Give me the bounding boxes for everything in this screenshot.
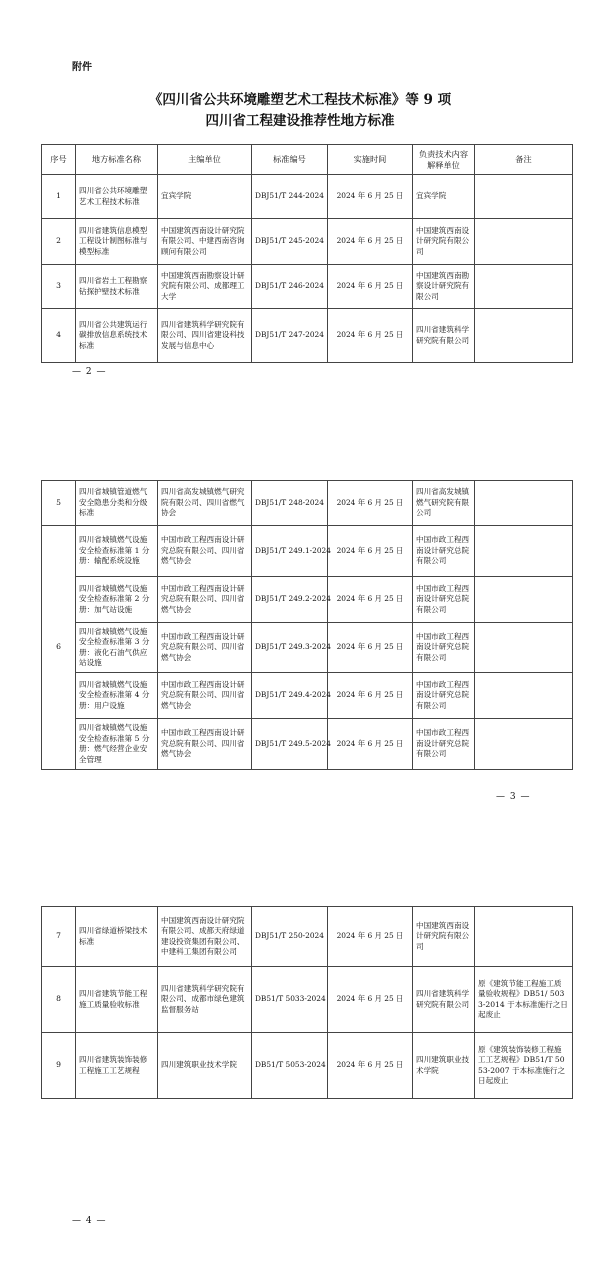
- cell-unit: 中国市政工程西南设计研究总院有限公司: [413, 623, 475, 673]
- cell-name: 四川省城镇燃气设施安全检查标准第 5 分册：燃气经营企业安全管理: [76, 719, 158, 770]
- cell-unit: 宜宾学院: [413, 175, 475, 219]
- cell-unit: 中国市政工程西南设计研究总院有限公司: [413, 719, 475, 770]
- header-unit: 负责技术内容解释单位: [413, 145, 475, 175]
- cell-date: 2024 年 6 月 25 日: [328, 673, 413, 719]
- cell-date: 2024 年 6 月 25 日: [328, 577, 413, 623]
- page-number-3: — 3 —: [496, 792, 531, 802]
- header-name: 地方标准名称: [76, 145, 158, 175]
- table-row: [42, 577, 573, 623]
- table-row: [42, 219, 573, 265]
- cell-code: DBJ51/T 249.1-2024: [252, 526, 328, 577]
- cell-editor: 中国市政工程西南设计研究总院有限公司、四川省燃气协会: [158, 577, 252, 623]
- cell-name: 四川省城镇燃气设施安全检查标准第 3 分册：液化石油气供应站设施: [76, 623, 158, 673]
- cell-code: DBJ51/T 249.3-2024: [252, 623, 328, 673]
- cell-remark: [475, 265, 573, 309]
- cell-name: 四川省岩土工程勘察钻探护壁技术标准: [76, 265, 158, 309]
- cell-date: 2024 年 6 月 25 日: [328, 175, 413, 219]
- header-date: 实施时间: [328, 145, 413, 175]
- cell-remark: [475, 673, 573, 719]
- cell-remark: [475, 481, 573, 526]
- cell-name: 四川省绿道桥梁技术标准: [76, 907, 158, 967]
- cell-no: 1: [42, 175, 76, 219]
- cell-code: DBJ51/T 246-2024: [252, 265, 328, 309]
- cell-editor: 中国建筑西南勘察设计研究院有限公司、成都理工大学: [158, 265, 252, 309]
- cell-no: 5: [42, 481, 76, 526]
- header-editor: 主编单位: [158, 145, 252, 175]
- page-number-4: — 4 —: [72, 1216, 107, 1226]
- cell-unit: 中国建筑西南设计研究院有限公司: [413, 907, 475, 967]
- cell-name: 四川省城镇管道燃气安全隐患分类和分级标准: [76, 481, 158, 526]
- cell-remark: 原《建筑节能工程施工质量验收规程》DB51/ 5033-2014 于本标准施行之日起废止: [475, 967, 573, 1033]
- cell-editor: 四川省高发城镇燃气研究院有限公司、四川省燃气协会: [158, 481, 252, 526]
- cell-date: 2024 年 6 月 25 日: [328, 719, 413, 770]
- cell-remark: [475, 907, 573, 967]
- table-row: [42, 673, 573, 719]
- cell-date: 2024 年 6 月 25 日: [328, 526, 413, 577]
- cell-code: DBJ51/T 249.2-2024: [252, 577, 328, 623]
- cell-remark: [475, 577, 573, 623]
- table-row: [42, 1033, 573, 1099]
- table-row: [42, 719, 573, 770]
- cell-editor: 中国市政工程西南设计研究总院有限公司、四川省燃气协会: [158, 673, 252, 719]
- cell-editor: 四川建筑职业技术学院: [158, 1033, 252, 1099]
- cell-no: 7: [42, 907, 76, 967]
- cell-editor: 宜宾学院: [158, 175, 252, 219]
- cell-unit: 四川省建筑科学研究院有限公司: [413, 309, 475, 363]
- table-row: [42, 967, 573, 1033]
- cell-remark: [475, 309, 573, 363]
- cell-editor: 中国建筑西南设计研究院有限公司、中建西南咨询顾问有限公司: [158, 219, 252, 265]
- page-number-2: — 2 —: [72, 367, 107, 377]
- attachment-label: 附件: [72, 62, 92, 73]
- cell-name: 四川省建筑节能工程施工质量验收标准: [76, 967, 158, 1033]
- cell-editor: 中国市政工程西南设计研究总院有限公司、四川省燃气协会: [158, 526, 252, 577]
- cell-editor: 四川省建筑科学研究院有限公司、成都市绿色建筑监督服务站: [158, 967, 252, 1033]
- cell-no: 8: [42, 967, 76, 1033]
- cell-date: 2024 年 6 月 25 日: [328, 265, 413, 309]
- cell-unit: 中国建筑西南勘察设计研究院有限公司: [413, 265, 475, 309]
- standards-table-page2: [41, 480, 573, 770]
- standards-table-page3: [41, 906, 573, 1099]
- cell-unit: 中国建筑西南设计研究院有限公司: [413, 219, 475, 265]
- cell-date: 2024 年 6 月 25 日: [328, 967, 413, 1033]
- cell-no: 9: [42, 1033, 76, 1099]
- cell-unit: 中国市政工程西南设计研究总院有限公司: [413, 577, 475, 623]
- cell-editor: 中国市政工程西南设计研究总院有限公司、四川省燃气协会: [158, 623, 252, 673]
- cell-editor: 中国市政工程西南设计研究总院有限公司、四川省燃气协会: [158, 719, 252, 770]
- cell-unit: 四川省高发城镇燃气研究院有限公司: [413, 481, 475, 526]
- cell-unit: 四川建筑职业技术学院: [413, 1033, 475, 1099]
- cell-remark: [475, 623, 573, 673]
- cell-no: 4: [42, 309, 76, 363]
- cell-unit: 中国市政工程西南设计研究总院有限公司: [413, 526, 475, 577]
- cell-name: 四川省公共环境雕塑艺术工程技术标准: [76, 175, 158, 219]
- document-title-line1: 《四川省公共环境雕塑艺术工程技术标准》等 9 项: [148, 92, 452, 108]
- cell-date: 2024 年 6 月 25 日: [328, 219, 413, 265]
- cell-date: 2024 年 6 月 25 日: [328, 623, 413, 673]
- cell-unit: 中国市政工程西南设计研究总院有限公司: [413, 673, 475, 719]
- cell-name: 四川省城镇燃气设施安全检查标准第 2 分册：加气站设施: [76, 577, 158, 623]
- cell-remark: [475, 719, 573, 770]
- standards-table-page1: [41, 144, 573, 363]
- cell-name: 四川省建筑信息模型工程设计制图标准与模型标准: [76, 219, 158, 265]
- cell-date: 2024 年 6 月 25 日: [328, 481, 413, 526]
- cell-code: DBJ51/T 245-2024: [252, 219, 328, 265]
- cell-code: DBJ51/T 249.5-2024: [252, 719, 328, 770]
- table-row: [42, 907, 573, 967]
- header-no: 序号: [42, 145, 76, 175]
- table-row: [42, 175, 573, 219]
- cell-code: DBJ51/T 244-2024: [252, 175, 328, 219]
- cell-code: DB51/T 5033-2024: [252, 967, 328, 1033]
- table-row: [42, 623, 573, 673]
- cell-no: 3: [42, 265, 76, 309]
- cell-code: DBJ51/T 249.4-2024: [252, 673, 328, 719]
- document-title-line2: 四川省工程建设推荐性地方标准: [205, 113, 395, 129]
- cell-code: DBJ51/T 247-2024: [252, 309, 328, 363]
- table-row: [42, 526, 573, 577]
- table-header-row: [42, 145, 573, 175]
- table-row: [42, 309, 573, 363]
- table-row: [42, 265, 573, 309]
- cell-date: 2024 年 6 月 25 日: [328, 1033, 413, 1099]
- cell-remark: [475, 526, 573, 577]
- cell-remark: [475, 219, 573, 265]
- header-remark: 备注: [475, 145, 573, 175]
- cell-name: 四川省建筑装饰装修工程施工工艺规程: [76, 1033, 158, 1099]
- cell-editor: 四川省建筑科学研究院有限公司、四川省建设科技发展与信息中心: [158, 309, 252, 363]
- cell-no: 2: [42, 219, 76, 265]
- cell-remark: 原《建筑装饰装修工程施工工艺规程》DB51/T 5053-2007 于本标准施行之日起废止: [475, 1033, 573, 1099]
- header-code: 标准编号: [252, 145, 328, 175]
- cell-no: 6: [42, 526, 76, 770]
- cell-unit: 四川省建筑科学研究院有限公司: [413, 967, 475, 1033]
- cell-name: 四川省城镇燃气设施安全检查标准第 1 分册：输配系统设施: [76, 526, 158, 577]
- cell-remark: [475, 175, 573, 219]
- cell-date: 2024 年 6 月 25 日: [328, 907, 413, 967]
- cell-code: DB51/T 5053-2024: [252, 1033, 328, 1099]
- table-row: [42, 481, 573, 526]
- cell-name: 四川省公共建筑运行碳排放信息系统技术标准: [76, 309, 158, 363]
- cell-code: DBJ51/T 248-2024: [252, 481, 328, 526]
- cell-date: 2024 年 6 月 25 日: [328, 309, 413, 363]
- cell-code: DBJ51/T 250-2024: [252, 907, 328, 967]
- cell-editor: 中国建筑西南设计研究院有限公司、成都天府绿道建设投资集团有限公司、中建科工集团有限公司: [158, 907, 252, 967]
- cell-name: 四川省城镇燃气设施安全检查标准第 4 分册：用户设施: [76, 673, 158, 719]
